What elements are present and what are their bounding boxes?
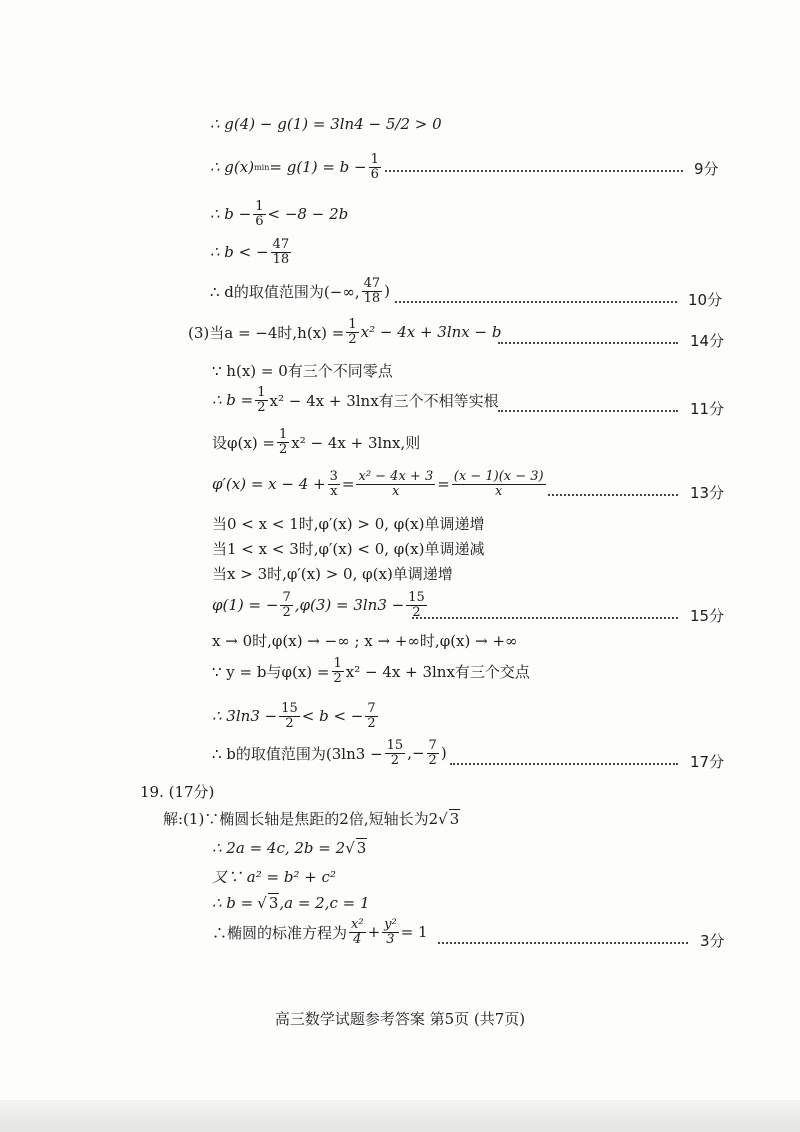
text: ∵ h(x) = 0有三个不同零点 — [212, 362, 393, 380]
dotted-leader — [438, 942, 688, 944]
line-define-phi — [212, 428, 420, 456]
sqrt-value: 3 — [356, 839, 367, 857]
text: ∴ b < − — [210, 243, 269, 262]
text: ∴ d的取值范围为(−∞, — [210, 282, 360, 301]
fraction — [365, 702, 377, 730]
dotted-leader — [548, 494, 678, 496]
denominator: 2 — [412, 604, 421, 620]
line-19-relation — [212, 866, 336, 887]
line-part3-h — [188, 318, 501, 346]
numerator: 7 — [282, 590, 291, 605]
numerator: (x − 1)(x − 3) — [453, 469, 544, 484]
text: ∴ b = — [212, 893, 254, 912]
dotted-leader — [450, 763, 678, 765]
score-mark: 13分 — [690, 484, 725, 502]
fraction — [385, 739, 406, 767]
numerator: 3 — [329, 469, 338, 484]
text: x² − 4x + 3lnx − b — [360, 323, 502, 342]
text: ) — [440, 744, 447, 763]
fraction — [271, 238, 292, 266]
denominator: 2 — [390, 752, 400, 768]
text: < b < − — [301, 707, 364, 726]
dotted-leader — [498, 410, 678, 412]
score-mark: 9分 — [694, 160, 719, 178]
fraction — [356, 470, 435, 498]
numerator: 15 — [408, 590, 425, 605]
line-b-bound — [210, 238, 293, 266]
denominator: 2 — [285, 715, 294, 731]
score-mark: 14分 — [690, 332, 725, 350]
numerator: y² — [384, 917, 397, 932]
text: ,a = 2,c = 1 — [279, 893, 370, 912]
denominator: 2 — [333, 670, 342, 686]
denominator: 6 — [255, 213, 264, 229]
fraction — [332, 657, 344, 685]
fraction — [328, 470, 340, 498]
text: ,φ(3) = 3ln3 − — [294, 596, 405, 615]
denominator: x — [495, 483, 503, 499]
denominator: 2 — [282, 604, 291, 620]
page-footer: 高三数学试题参考答案 第5页 (共7页) — [274, 1010, 526, 1028]
fraction — [346, 318, 358, 346]
text: x² − 4x + 3lnx,则 — [291, 433, 421, 452]
fraction — [279, 702, 300, 730]
dotted-leader — [498, 342, 678, 344]
denominator: 2 — [367, 715, 376, 731]
numerator: 47 — [272, 237, 290, 252]
line-19-given: 解:(1)∵椭圆长轴是焦距的2倍,短轴长为2 √ 3 — [163, 809, 460, 828]
denominator: x — [392, 483, 400, 499]
numerator: 1 — [255, 199, 264, 214]
score-mark: 10分 — [688, 291, 723, 309]
numerator: x² — [351, 917, 364, 932]
fraction — [255, 386, 267, 414]
denominator: 18 — [363, 290, 381, 306]
fraction — [280, 591, 292, 619]
score-mark: 17分 — [690, 753, 725, 771]
numerator: 15 — [281, 701, 298, 716]
numerator: 15 — [386, 738, 404, 753]
text: x → 0时,φ(x) → −∞ ; x → +∞时,φ(x) → +∞ — [212, 632, 518, 650]
text: ∴ b的取值范围为(3ln3 − — [212, 744, 383, 763]
dotted-leader — [395, 301, 677, 303]
text: ∴ g(4) − g(1) = 3ln4 − 5/2 > 0 — [210, 115, 442, 133]
line-phi-derivative — [212, 470, 548, 498]
numerator: 1 — [257, 385, 266, 400]
numerator: 1 — [333, 656, 342, 671]
text: ∴ b = — [212, 391, 254, 410]
denominator: 4 — [353, 931, 362, 947]
score-mark: 11分 — [690, 400, 725, 418]
text: (3)当a = −4时,h(x) = — [188, 323, 345, 342]
line-h-zeros — [212, 360, 393, 381]
line-interval-2 — [212, 538, 484, 559]
denominator: 2 — [279, 441, 288, 457]
numerator: x² − 4x + 3 — [358, 469, 434, 484]
fraction — [362, 277, 383, 305]
line-b-inequality — [210, 200, 348, 228]
denominator: 2 — [428, 752, 437, 768]
text: 解:(1)∵椭圆长轴是焦距的2倍,短轴长为2 — [163, 810, 439, 828]
denominator: x — [330, 483, 338, 499]
denominator: 2 — [348, 331, 357, 347]
denominator: 3 — [386, 931, 395, 947]
sqrt-value: 3 — [449, 810, 460, 828]
text: φ(1) = − — [212, 596, 279, 615]
text: x² − 4x + 3lnx有三个不相等实根 — [269, 391, 499, 410]
text: = 1 — [400, 923, 428, 942]
text: = g(1) = b − — [269, 158, 367, 177]
numerator: 1 — [370, 152, 379, 167]
fraction — [452, 470, 546, 498]
text: < −8 − 2b — [267, 205, 349, 224]
text: ) — [384, 282, 391, 301]
question-19-heading — [140, 781, 214, 802]
text: 设φ(x) = — [212, 433, 276, 452]
subscript: min — [254, 162, 270, 172]
numerator: 47 — [363, 276, 381, 291]
text: ,− — [407, 744, 425, 763]
text: ∴ g(x) — [210, 158, 255, 177]
line-19-values: ∴ b = √ 3 ,a = 2,c = 1 — [212, 893, 370, 912]
fraction — [253, 200, 265, 228]
fraction — [406, 591, 427, 619]
sqrt-value: 3 — [268, 894, 279, 912]
fraction — [349, 918, 366, 946]
line-phi-values — [212, 591, 429, 619]
score-mark: 15分 — [690, 607, 725, 625]
text: ∴ 2a = 4c, 2b = 2 — [212, 838, 346, 857]
line-g4-minus-g1 — [210, 115, 442, 133]
text: ∴ 3ln3 − — [212, 707, 278, 726]
numerator: 1 — [348, 317, 357, 332]
text: ∴ b − — [210, 205, 252, 224]
numerator: 7 — [367, 701, 376, 716]
text: = — [437, 475, 450, 494]
text: + — [367, 923, 381, 942]
line-interval-3 — [212, 563, 453, 584]
line-b-roots — [212, 386, 499, 414]
fraction — [277, 428, 289, 456]
dotted-leader — [412, 617, 678, 619]
text: 19. (17分) — [140, 783, 215, 801]
denominator: 18 — [272, 251, 290, 267]
numerator: 1 — [279, 427, 288, 442]
denominator: 6 — [370, 166, 379, 182]
dotted-leader — [385, 170, 683, 172]
text: 当1 < x < 3时,φ′(x) < 0, φ(x)单调递减 — [212, 540, 485, 558]
text: = — [341, 475, 355, 494]
text: φ′(x) = x − 4 + — [212, 475, 326, 494]
line-19-a-b: ∴ 2a = 4c, 2b = 2 √ 3 — [212, 838, 367, 857]
text: 当0 < x < 1时,φ′(x) > 0, φ(x)单调递增 — [212, 515, 485, 533]
text: 当x > 3时,φ′(x) > 0, φ(x)单调递增 — [212, 565, 453, 583]
line-b-between — [212, 702, 380, 730]
line-g-min — [210, 153, 383, 181]
text: ∴椭圆的标准方程为 — [212, 923, 348, 942]
denominator: 2 — [257, 399, 266, 415]
score-mark: 3分 — [700, 932, 725, 950]
fraction — [369, 153, 381, 181]
line-d-range — [210, 277, 390, 305]
text: ∵ y = b与φ(x) = — [212, 662, 330, 681]
line-19-ellipse-equation — [212, 918, 428, 946]
line-limits — [212, 630, 518, 651]
scan-edge — [0, 1100, 800, 1132]
text: x² − 4x + 3lnx有三个交点 — [345, 662, 530, 681]
fraction — [382, 918, 399, 946]
text: 又∵ a² = b² + c² — [212, 868, 336, 886]
fraction — [427, 739, 439, 767]
line-intersections — [212, 657, 530, 685]
line-interval-1 — [212, 513, 484, 534]
line-b-range — [212, 739, 447, 767]
numerator: 7 — [428, 738, 437, 753]
